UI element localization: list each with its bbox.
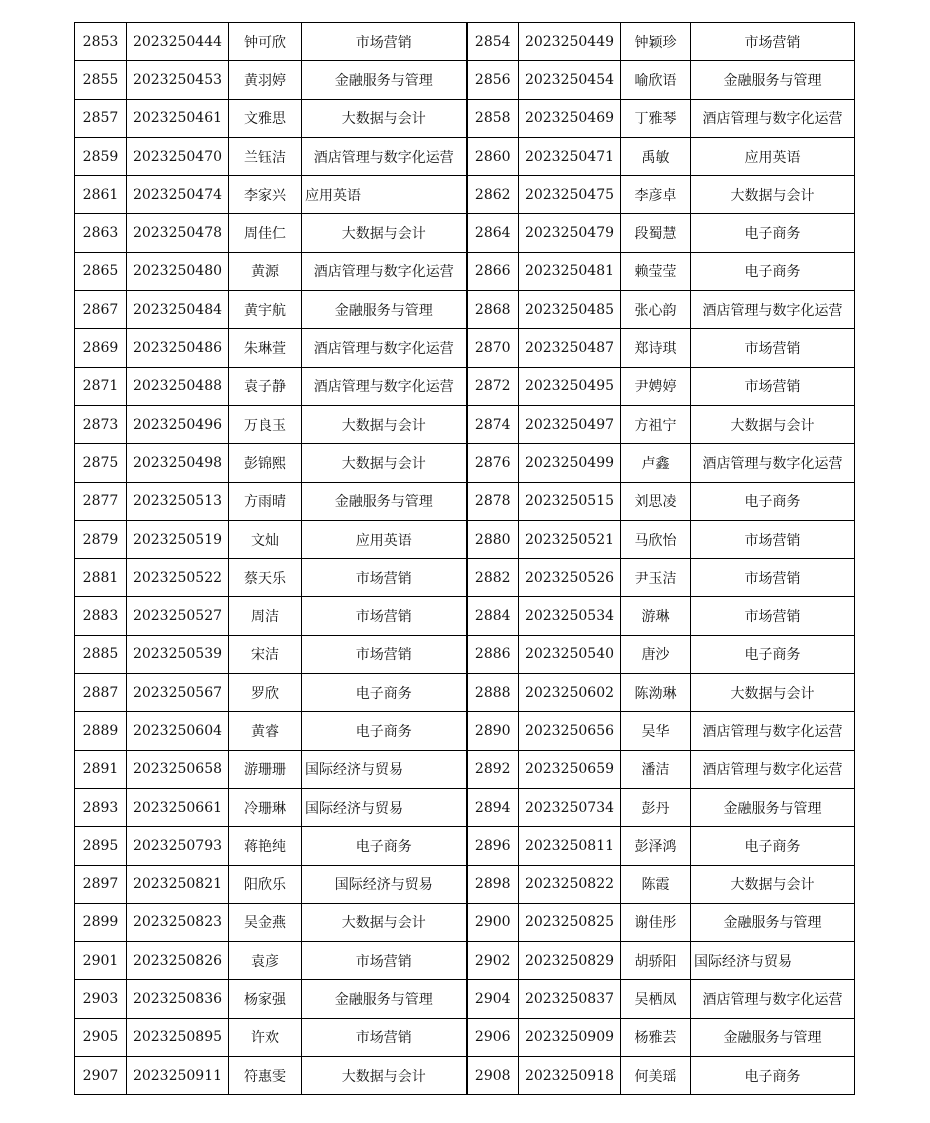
major-cell: 大数据与会计 [302, 99, 467, 137]
student-id-cell: 2023250478 [127, 214, 229, 252]
student-name-cell: 宋洁 [229, 635, 302, 673]
major-cell: 市场营销 [691, 559, 855, 597]
major-cell: 市场营销 [302, 559, 467, 597]
major-cell: 市场营销 [302, 942, 467, 980]
table-row [75, 176, 855, 214]
record-number-cell: 2862 [467, 176, 519, 214]
student-id-cell: 2023250658 [127, 750, 229, 788]
major-cell: 金融服务与管理 [691, 61, 855, 99]
major-cell: 国际经济与贸易 [691, 942, 855, 980]
record-number-cell: 2857 [75, 99, 127, 137]
student-name-cell: 袁彦 [229, 942, 302, 980]
student-id-cell: 2023250567 [127, 674, 229, 712]
student-name-cell: 方雨晴 [229, 482, 302, 520]
major-cell: 国际经济与贸易 [302, 865, 467, 903]
student-id-cell: 2023250454 [519, 61, 621, 99]
record-number-cell: 2878 [467, 482, 519, 520]
table-row [75, 942, 855, 980]
record-number-cell: 2861 [75, 176, 127, 214]
student-id-cell: 2023250534 [519, 597, 621, 635]
student-name-cell: 李家兴 [229, 176, 302, 214]
student-name-cell: 尹玉洁 [621, 559, 691, 597]
table-row [75, 1018, 855, 1056]
student-name-cell: 万良玉 [229, 405, 302, 443]
record-number-cell: 2905 [75, 1018, 127, 1056]
student-id-cell: 2023250486 [127, 329, 229, 367]
student-name-cell: 朱琳萱 [229, 329, 302, 367]
student-name-cell: 黄羽婷 [229, 61, 302, 99]
record-number-cell: 2892 [467, 750, 519, 788]
major-cell: 大数据与会计 [691, 176, 855, 214]
major-cell: 酒店管理与数字化运营 [691, 980, 855, 1018]
major-cell: 酒店管理与数字化运营 [691, 291, 855, 329]
table-row [75, 482, 855, 520]
record-number-cell: 2906 [467, 1018, 519, 1056]
student-id-cell: 2023250826 [127, 942, 229, 980]
record-number-cell: 2900 [467, 903, 519, 941]
major-cell: 酒店管理与数字化运营 [302, 329, 467, 367]
student-id-cell: 2023250495 [519, 367, 621, 405]
major-cell: 市场营销 [302, 635, 467, 673]
record-number-cell: 2899 [75, 903, 127, 941]
table-row [75, 137, 855, 175]
major-cell: 大数据与会计 [302, 444, 467, 482]
record-number-cell: 2854 [467, 23, 519, 61]
student-name-cell: 彭锦熙 [229, 444, 302, 482]
major-cell: 电子商务 [302, 674, 467, 712]
student-name-cell: 符惠雯 [229, 1057, 302, 1095]
student-name-cell: 刘思凌 [621, 482, 691, 520]
major-cell: 国际经济与贸易 [302, 788, 467, 826]
record-number-cell: 2902 [467, 942, 519, 980]
record-number-cell: 2901 [75, 942, 127, 980]
record-number-cell: 2885 [75, 635, 127, 673]
student-id-cell: 2023250488 [127, 367, 229, 405]
student-name-cell: 胡骄阳 [621, 942, 691, 980]
major-cell: 大数据与会计 [691, 674, 855, 712]
record-number-cell: 2893 [75, 788, 127, 826]
student-id-cell: 2023250837 [519, 980, 621, 1018]
table-row [75, 865, 855, 903]
major-cell: 电子商务 [691, 214, 855, 252]
record-number-cell: 2874 [467, 405, 519, 443]
record-number-cell: 2895 [75, 827, 127, 865]
student-id-cell: 2023250475 [519, 176, 621, 214]
student-name-cell: 蔡天乐 [229, 559, 302, 597]
record-number-cell: 2864 [467, 214, 519, 252]
student-name-cell: 吴金燕 [229, 903, 302, 941]
major-cell: 电子商务 [691, 1057, 855, 1095]
major-cell: 市场营销 [302, 23, 467, 61]
student-id-cell: 2023250449 [519, 23, 621, 61]
major-cell: 应用英语 [302, 520, 467, 558]
student-id-cell: 2023250522 [127, 559, 229, 597]
student-name-cell: 陈泑琳 [621, 674, 691, 712]
student-id-cell: 2023250471 [519, 137, 621, 175]
record-number-cell: 2863 [75, 214, 127, 252]
record-number-cell: 2894 [467, 788, 519, 826]
major-cell: 金融服务与管理 [691, 903, 855, 941]
student-name-cell: 马欣怡 [621, 520, 691, 558]
major-cell: 市场营销 [691, 367, 855, 405]
table-row [75, 23, 855, 61]
student-name-cell: 陈霞 [621, 865, 691, 903]
major-cell: 电子商务 [302, 712, 467, 750]
student-name-cell: 吴华 [621, 712, 691, 750]
student-name-cell: 丁雅琴 [621, 99, 691, 137]
major-cell: 电子商务 [691, 482, 855, 520]
major-cell: 市场营销 [691, 329, 855, 367]
student-name-cell: 阳欣乐 [229, 865, 302, 903]
student-id-cell: 2023250811 [519, 827, 621, 865]
student-id-cell: 2023250487 [519, 329, 621, 367]
major-cell: 金融服务与管理 [302, 980, 467, 1018]
student-id-cell: 2023250480 [127, 252, 229, 290]
student-name-cell: 潘洁 [621, 750, 691, 788]
student-id-cell: 2023250734 [519, 788, 621, 826]
student-id-cell: 2023250821 [127, 865, 229, 903]
student-id-cell: 2023250519 [127, 520, 229, 558]
record-number-cell: 2867 [75, 291, 127, 329]
student-name-cell: 卢鑫 [621, 444, 691, 482]
table-row [75, 750, 855, 788]
record-number-cell: 2897 [75, 865, 127, 903]
major-cell: 酒店管理与数字化运营 [691, 712, 855, 750]
major-cell: 酒店管理与数字化运营 [691, 444, 855, 482]
student-name-cell: 尹娉婷 [621, 367, 691, 405]
record-number-cell: 2891 [75, 750, 127, 788]
table-row [75, 788, 855, 826]
major-cell: 酒店管理与数字化运营 [302, 367, 467, 405]
student-id-cell: 2023250602 [519, 674, 621, 712]
major-cell: 国际经济与贸易 [302, 750, 467, 788]
student-name-cell: 李彦卓 [621, 176, 691, 214]
table-row [75, 712, 855, 750]
student-id-cell: 2023250829 [519, 942, 621, 980]
student-id-cell: 2023250496 [127, 405, 229, 443]
record-number-cell: 2898 [467, 865, 519, 903]
record-number-cell: 2865 [75, 252, 127, 290]
student-id-cell: 2023250469 [519, 99, 621, 137]
table-row [75, 291, 855, 329]
student-name-cell: 喻欣语 [621, 61, 691, 99]
record-number-cell: 2856 [467, 61, 519, 99]
major-cell: 大数据与会计 [302, 1057, 467, 1095]
major-cell: 电子商务 [691, 252, 855, 290]
student-id-cell: 2023250793 [127, 827, 229, 865]
student-id-cell: 2023250521 [519, 520, 621, 558]
major-cell: 酒店管理与数字化运营 [691, 750, 855, 788]
student-name-cell: 谢佳彤 [621, 903, 691, 941]
student-id-cell: 2023250604 [127, 712, 229, 750]
record-number-cell: 2888 [467, 674, 519, 712]
student-id-cell: 2023250515 [519, 482, 621, 520]
major-cell: 应用英语 [691, 137, 855, 175]
student-id-cell: 2023250484 [127, 291, 229, 329]
table-row [75, 980, 855, 1018]
table-row [75, 635, 855, 673]
record-number-cell: 2882 [467, 559, 519, 597]
major-cell: 酒店管理与数字化运营 [691, 99, 855, 137]
student-name-cell: 杨家强 [229, 980, 302, 1018]
student-id-cell: 2023250470 [127, 137, 229, 175]
student-name-cell: 方祖宁 [621, 405, 691, 443]
student-id-cell: 2023250527 [127, 597, 229, 635]
student-id-cell: 2023250499 [519, 444, 621, 482]
student-id-cell: 2023250479 [519, 214, 621, 252]
record-number-cell: 2881 [75, 559, 127, 597]
student-name-cell: 文雅思 [229, 99, 302, 137]
record-number-cell: 2889 [75, 712, 127, 750]
record-number-cell: 2908 [467, 1057, 519, 1095]
major-cell: 金融服务与管理 [302, 291, 467, 329]
student-name-cell: 杨雅芸 [621, 1018, 691, 1056]
record-number-cell: 2879 [75, 520, 127, 558]
table-row [75, 252, 855, 290]
major-cell: 大数据与会计 [302, 214, 467, 252]
student-name-cell: 赖莹莹 [621, 252, 691, 290]
student-name-cell: 吴栖凤 [621, 980, 691, 1018]
record-number-cell: 2904 [467, 980, 519, 1018]
record-number-cell: 2887 [75, 674, 127, 712]
student-id-cell: 2023250661 [127, 788, 229, 826]
student-name-cell: 冷珊琳 [229, 788, 302, 826]
record-number-cell: 2868 [467, 291, 519, 329]
record-number-cell: 2866 [467, 252, 519, 290]
student-name-cell: 何美瑶 [621, 1057, 691, 1095]
student-id-cell: 2023250444 [127, 23, 229, 61]
major-cell: 电子商务 [302, 827, 467, 865]
table-row [75, 674, 855, 712]
table-row [75, 520, 855, 558]
student-id-cell: 2023250918 [519, 1057, 621, 1095]
major-cell: 大数据与会计 [302, 405, 467, 443]
student-roster-table [74, 22, 855, 1095]
student-name-cell: 钟颖珍 [621, 23, 691, 61]
record-number-cell: 2883 [75, 597, 127, 635]
major-cell: 大数据与会计 [691, 865, 855, 903]
table-row [75, 827, 855, 865]
student-name-cell: 郑诗琪 [621, 329, 691, 367]
student-name-cell: 蒋艳纯 [229, 827, 302, 865]
student-id-cell: 2023250453 [127, 61, 229, 99]
table-row [75, 99, 855, 137]
table-row [75, 214, 855, 252]
record-number-cell: 2907 [75, 1057, 127, 1095]
record-number-cell: 2869 [75, 329, 127, 367]
major-cell: 电子商务 [691, 635, 855, 673]
student-name-cell: 文灿 [229, 520, 302, 558]
student-id-cell: 2023250539 [127, 635, 229, 673]
student-id-cell: 2023250823 [127, 903, 229, 941]
student-name-cell: 周洁 [229, 597, 302, 635]
major-cell: 金融服务与管理 [302, 482, 467, 520]
major-cell: 市场营销 [691, 23, 855, 61]
table-row [75, 559, 855, 597]
student-id-cell: 2023250540 [519, 635, 621, 673]
student-name-cell: 袁子静 [229, 367, 302, 405]
student-name-cell: 许欢 [229, 1018, 302, 1056]
major-cell: 市场营销 [302, 1018, 467, 1056]
student-id-cell: 2023250836 [127, 980, 229, 1018]
student-name-cell: 黄睿 [229, 712, 302, 750]
student-id-cell: 2023250513 [127, 482, 229, 520]
student-name-cell: 彭泽鸿 [621, 827, 691, 865]
table-row [75, 444, 855, 482]
student-name-cell: 周佳仁 [229, 214, 302, 252]
record-number-cell: 2880 [467, 520, 519, 558]
record-number-cell: 2872 [467, 367, 519, 405]
record-number-cell: 2871 [75, 367, 127, 405]
student-name-cell: 唐沙 [621, 635, 691, 673]
student-id-cell: 2023250481 [519, 252, 621, 290]
student-name-cell: 段蜀慧 [621, 214, 691, 252]
major-cell: 市场营销 [691, 520, 855, 558]
major-cell: 电子商务 [691, 827, 855, 865]
major-cell: 金融服务与管理 [302, 61, 467, 99]
record-number-cell: 2859 [75, 137, 127, 175]
record-number-cell: 2890 [467, 712, 519, 750]
table-row [75, 903, 855, 941]
record-number-cell: 2870 [467, 329, 519, 367]
student-id-cell: 2023250656 [519, 712, 621, 750]
major-cell: 大数据与会计 [302, 903, 467, 941]
student-id-cell: 2023250497 [519, 405, 621, 443]
student-name-cell: 罗欣 [229, 674, 302, 712]
student-id-cell: 2023250911 [127, 1057, 229, 1095]
student-name-cell: 兰钰洁 [229, 137, 302, 175]
student-id-cell: 2023250485 [519, 291, 621, 329]
student-id-cell: 2023250822 [519, 865, 621, 903]
major-cell: 酒店管理与数字化运营 [302, 137, 467, 175]
table-row [75, 329, 855, 367]
student-name-cell: 张心韵 [621, 291, 691, 329]
student-id-cell: 2023250909 [519, 1018, 621, 1056]
student-name-cell: 钟可欣 [229, 23, 302, 61]
record-number-cell: 2876 [467, 444, 519, 482]
student-name-cell: 黄源 [229, 252, 302, 290]
record-number-cell: 2853 [75, 23, 127, 61]
record-number-cell: 2886 [467, 635, 519, 673]
major-cell: 应用英语 [302, 176, 467, 214]
record-number-cell: 2855 [75, 61, 127, 99]
record-number-cell: 2877 [75, 482, 127, 520]
student-id-cell: 2023250895 [127, 1018, 229, 1056]
student-id-cell: 2023250474 [127, 176, 229, 214]
student-name-cell: 彭丹 [621, 788, 691, 826]
record-number-cell: 2875 [75, 444, 127, 482]
student-name-cell: 黄宇航 [229, 291, 302, 329]
record-number-cell: 2873 [75, 405, 127, 443]
table-row [75, 61, 855, 99]
student-name-cell: 游琳 [621, 597, 691, 635]
major-cell: 市场营销 [691, 597, 855, 635]
record-number-cell: 2884 [467, 597, 519, 635]
student-id-cell: 2023250659 [519, 750, 621, 788]
student-id-cell: 2023250825 [519, 903, 621, 941]
student-id-cell: 2023250498 [127, 444, 229, 482]
table-row [75, 405, 855, 443]
major-cell: 酒店管理与数字化运营 [302, 252, 467, 290]
table-row [75, 367, 855, 405]
major-cell: 金融服务与管理 [691, 788, 855, 826]
table-row [75, 1057, 855, 1095]
table-row [75, 597, 855, 635]
roster-body [75, 23, 855, 1095]
record-number-cell: 2896 [467, 827, 519, 865]
major-cell: 金融服务与管理 [691, 1018, 855, 1056]
student-id-cell: 2023250461 [127, 99, 229, 137]
record-number-cell: 2860 [467, 137, 519, 175]
student-name-cell: 游珊珊 [229, 750, 302, 788]
record-number-cell: 2858 [467, 99, 519, 137]
student-name-cell: 禹敏 [621, 137, 691, 175]
major-cell: 市场营销 [302, 597, 467, 635]
student-id-cell: 2023250526 [519, 559, 621, 597]
record-number-cell: 2903 [75, 980, 127, 1018]
major-cell: 大数据与会计 [691, 405, 855, 443]
